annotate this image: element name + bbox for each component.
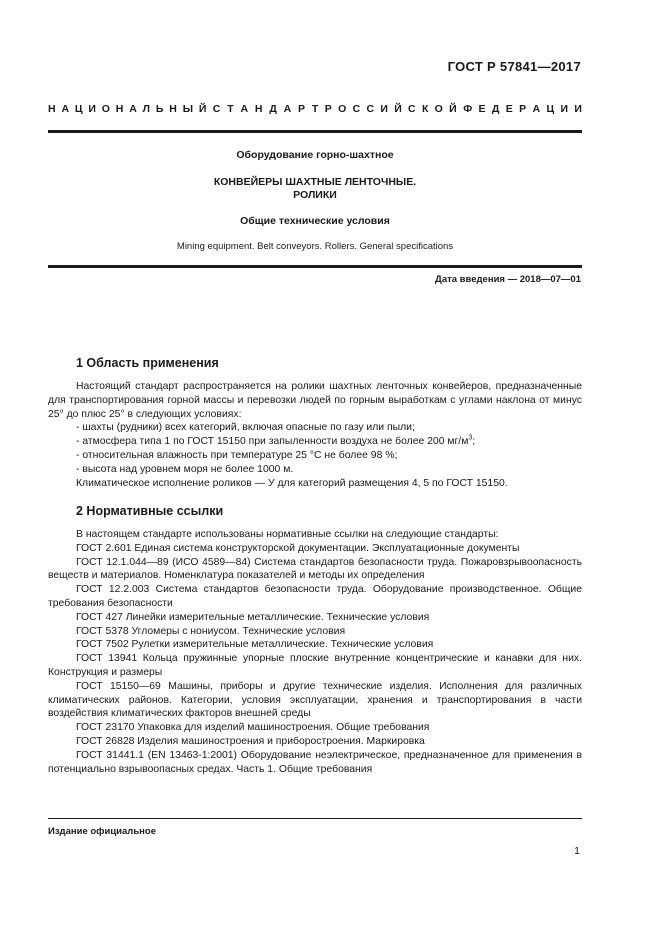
reference-item: ГОСТ 26828 Изделия машиностроения и приборостроения. Маркировка: [76, 735, 425, 747]
section1-closing: Климатическое исполнение роликов — У для категорий размещения 4, 5 по ГОСТ 15150.: [76, 477, 508, 489]
english-title: Mining equipment. Belt conveyors. Rollers. General specifications: [176, 241, 454, 252]
introduction-date: Дата введения — 2018—07—01: [435, 274, 581, 285]
heading-word: С Т А Н Д А Р Т: [212, 103, 319, 115]
section2-heading: 2 Нормативные ссылки: [76, 504, 224, 518]
document-title-line1: КОНВЕЙЕРЫ ШАХТНЫЕ ЛЕНТОЧНЫЕ.: [213, 176, 417, 188]
section1-paragraph: Настоящий стандарт распространяется на ролики шахтных ленточных конвейеров, предназначенные для транспортирования горной массы и перевозки людей по горным выработкам с углами наклона от минус 25° до плюс 25° в следующих условиях:: [48, 381, 582, 420]
condition-item: - высота над уровнем моря не более 1000 м.: [76, 463, 294, 475]
reference-item: ГОСТ 12.2.003 Система стандартов безопасности труда. Оборудование производственное. Общие требования безопасности: [48, 584, 582, 609]
national-standard-heading: [48, 103, 582, 115]
reference-item: ГОСТ 15150—69 Машины, приборы и другие технические изделия. Исполнения для различных климатических районов. Категории, условия эксплуатации, хранения и транспортирования в части воздействия климатических факторов внешней среды: [48, 680, 582, 720]
reference-item: ГОСТ 12.1.044—89 (ИСО 4589—84) Система стандартов безопасности труда. Пожаровзрывоопасность веществ и материалов. Номенклатура показателей и методы их определения: [48, 556, 582, 582]
section2-body: [48, 528, 582, 776]
superscript: 3: [468, 434, 473, 442]
references-lead: В настоящем стандарте использованы нормативные ссылки на следующие стандарты:: [76, 529, 499, 540]
condition-item: - шахты (рудники) всех категорий, включая опасные по газу или пыли;: [76, 422, 415, 434]
condition-end: ;: [472, 436, 476, 448]
reference-item: ГОСТ 5378 Угломеры с нониусом. Технические условия: [76, 625, 346, 637]
reference-item: ГОСТ 7502 Рулетки измерительные металлические. Технические условия: [76, 639, 434, 651]
equipment-category: Оборудование горно-шахтное: [236, 149, 394, 161]
document-title-line2: РОЛИКИ: [293, 189, 337, 201]
section1-body: [48, 380, 582, 490]
heading-word: Н А Ц И О Н А Л Ь Н Ы Й: [48, 103, 207, 115]
condition-text: - атмосфера типа 1 по ГОСТ 15150 при запыленности воздуха не более 200 мг/м: [76, 436, 469, 448]
heading-word: Р О С С И Й С К О Й: [324, 103, 457, 115]
reference-item: ГОСТ 31441.1 (EN 13463-1:2001) Оборудование неэлектрическое, предназначенное для применения в потенциально взрывоопасных средах. Часть 1. Общие требования: [48, 749, 582, 775]
document-code: ГОСТ Р 57841—2017: [447, 59, 581, 74]
condition-item: - относительная влажность при температуре 25 °С не более 98 %;: [76, 449, 398, 461]
reference-item: ГОСТ 2.601 Единая система конструкторской документации. Эксплуатационные документы: [76, 542, 520, 554]
title-divider: [48, 265, 582, 268]
reference-item: ГОСТ 427 Линейки измерительные металлические. Технические условия: [76, 611, 430, 623]
condition-item: [48, 435, 582, 449]
document-subtitle: Общие технические условия: [240, 215, 390, 227]
page-number: 1: [574, 845, 580, 857]
header-divider: [48, 130, 582, 133]
heading-word: Ф Е Д Е Р А Ц И И: [463, 103, 582, 115]
section1-heading: 1 Область применения: [76, 356, 219, 370]
reference-item: ГОСТ 23170 Упаковка для изделий машиностроения. Общие требования: [76, 722, 430, 734]
reference-item: ГОСТ 13941 Кольца пружинные упорные плоские внутренние концентрические и канавки для них. Конструкция и размеры: [48, 653, 582, 678]
official-edition-label: Издание официальное: [48, 826, 156, 837]
footer-divider: [48, 818, 582, 819]
